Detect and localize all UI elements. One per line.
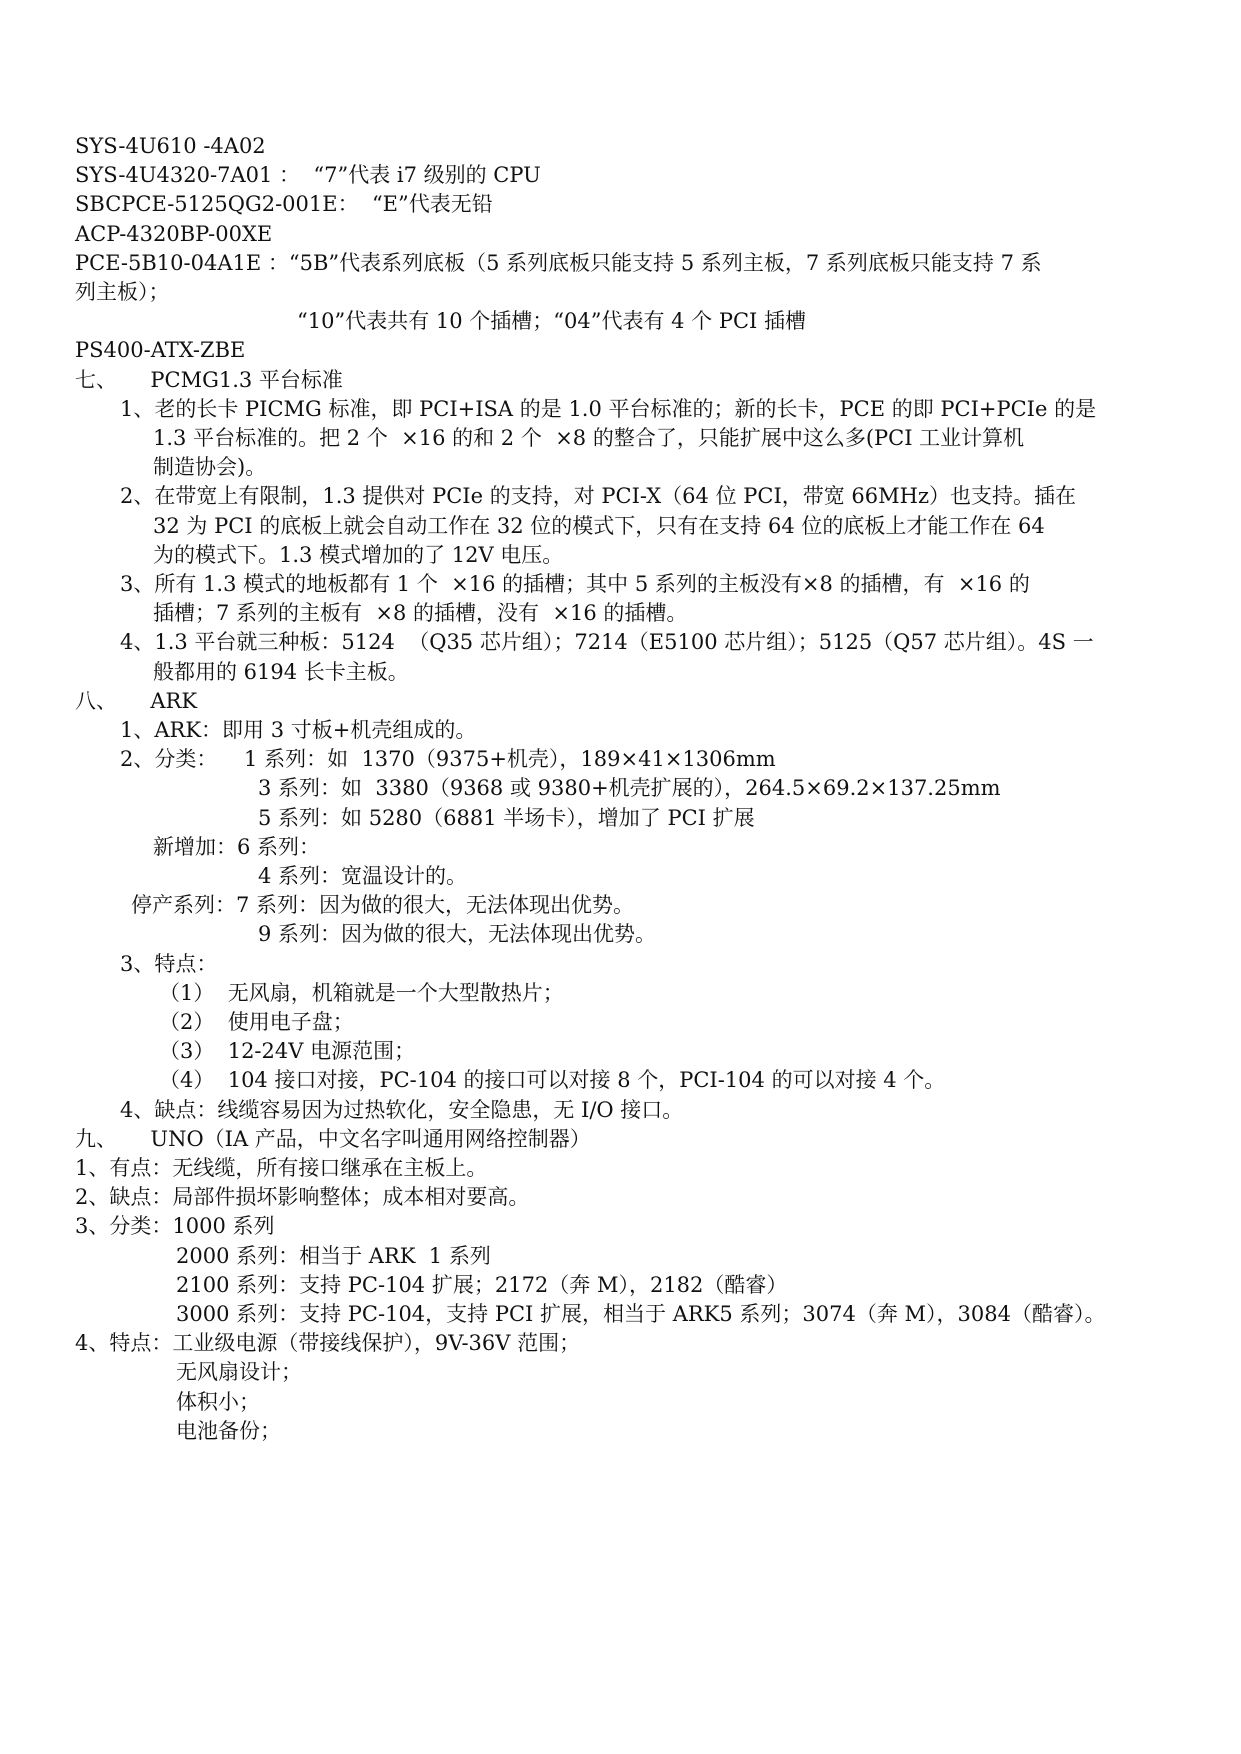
uno-series-2100: 2100 系列：支持 PC-104 扩展；2172（奔 M），2182（酷睿）: [176, 1272, 788, 1297]
line-pce-slots: “10”代表共有 10 个插槽；“04”代表有 4 个 PCI 插槽: [297, 309, 807, 334]
pcmg-item-4: 4、1.3 平台就三种板：5124 （Q35 芯片组）；7214（E5100 芯片组）；5125（Q57 芯片组）。4S 一: [120, 630, 1094, 655]
line-sbcpce: SBCPCE-5125QG2-001E： “E”代表无铅: [75, 192, 493, 217]
uno-feature-fanless: 无风扇设计；: [176, 1360, 302, 1385]
pcmg-item-3-cont: 插槽；7 系列的主板有 ×8 的插槽，没有 ×16 的插槽。: [153, 601, 688, 626]
uno-item-3: 3、分类：1000 系列: [75, 1214, 275, 1239]
pcmg-item-2: 2、在带宽上有限制，1.3 提供对 PCIe 的支持，对 PCI-X（64 位 PCI，带宽 66MHz）也支持。插在: [120, 484, 1077, 509]
ark-series-5: 5 系列：如 5280（6881 半场卡），增加了 PCI 扩展: [258, 805, 755, 830]
pcmg-item-3: 3、所有 1.3 模式的地板都有 1 个 ×16 的插槽；其中 5 系列的主板没有×8 的插槽，有 ×16 的: [120, 572, 1030, 596]
pcmg-item-1-cont-1: 1.3 平台标准的。把 2 个 ×16 的和 2 个 ×8 的整合了，只能扩展中这么多(PCI 工业计算机: [153, 426, 1025, 450]
line-sys-4u610: SYS-4U610 -4A02: [75, 134, 266, 158]
uno-item-2: 2、缺点：局部件损坏影响整体；成本相对要高。: [75, 1185, 530, 1210]
uno-item-1: 1、有点：无线缆，所有接口继承在主板上。: [75, 1156, 488, 1180]
ark-feature-4: （4） 104 接口对接，PC-104 的接口可以对接 8 个，PCI-104 的可以对接 4 个。: [159, 1068, 946, 1093]
heading-9: 九、 UNO（IA 产品，中文名字叫通用网络控制器）: [75, 1126, 591, 1151]
uno-series-3000: 3000 系列：支持 PC-104，支持 PCI 扩展，相当于 ARK5 系列；3074（奔 M），3084（酷睿）。: [176, 1302, 1106, 1326]
line-pce-5b10: PCE-5B10-04A1E ：“5B”代表系列底板（5 系列底板只能支持 5 系列主板，7 系列底板只能支持 7 系: [75, 250, 1042, 275]
line-sys-4u4320: SYS-4U4320-7A01 ： “7”代表 i7 级别的 CPU: [75, 163, 541, 188]
pcmg-item-2-cont-2: 为的模式下。1.3 模式增加的了 12V 电压。: [153, 542, 564, 567]
heading-8: 八、 ARK: [75, 688, 198, 713]
ark-discontinued-7: 停产系列：7 系列：因为做的很大，无法体现出优势。: [131, 893, 635, 918]
ark-series-3: 3 系列：如 3380（9368 或 9380+机壳扩展的），264.5×69.2×137.25mm: [258, 776, 1001, 801]
heading-7: 七、 PCMG1.3 平台标准: [75, 367, 343, 392]
ark-series-4: 4 系列：宽温设计的。: [258, 864, 468, 888]
ark-new-6: 新增加：6 系列：: [153, 834, 321, 859]
ark-item-2: 2、分类： 1 系列：如 1370（9375+机壳），189×41×1306mm: [120, 747, 776, 772]
pcmg-item-4-cont: 般都用的 6194 长卡主板。: [153, 659, 409, 684]
line-ps400: PS400-ATX-ZBE: [75, 338, 246, 363]
ark-feature-1: （1） 无风扇，机箱就是一个大型散热片；: [159, 980, 564, 1005]
line-acp: ACP-4320BP-00XE: [75, 221, 273, 246]
uno-feature-small: 体积小；: [176, 1389, 260, 1414]
ark-feature-3: （3） 12-24V 电源范围；: [159, 1039, 416, 1064]
ark-item-3: 3、特点：: [120, 951, 218, 976]
line-pce-5b10-cont: 列主板）；: [75, 280, 170, 304]
ark-series-9: 9 系列：因为做的很大，无法体现出优势。: [258, 922, 657, 947]
ark-item-4: 4、缺点：线缆容易因为过热软化，安全隐患，无 I/O 接口。: [120, 1097, 684, 1122]
ark-feature-2: （2） 使用电子盘；: [159, 1010, 354, 1034]
pcmg-item-1: 1、老的长卡 PICMG 标准，即 PCI+ISA 的是 1.0 平台标准的；新的长卡，PCE 的即 PCI+PCIe 的是: [120, 396, 1097, 421]
uno-item-4: 4、特点：工业级电源（带接线保护），9V-36V 范围；: [75, 1331, 581, 1356]
pcmg-item-1-cont-2: 制造协会)。: [153, 455, 267, 480]
uno-series-2000: 2000 系列：相当于 ARK 1 系列: [176, 1243, 491, 1268]
ark-item-1: 1、ARK：即用 3 寸板+机壳组成的。: [120, 718, 477, 742]
pcmg-item-2-cont-1: 32 为 PCI 的底板上就会自动工作在 32 位的模式下，只有在支持 64 位的底板上才能工作在 64: [153, 513, 1045, 538]
uno-feature-battery: 电池备份；: [176, 1418, 281, 1443]
